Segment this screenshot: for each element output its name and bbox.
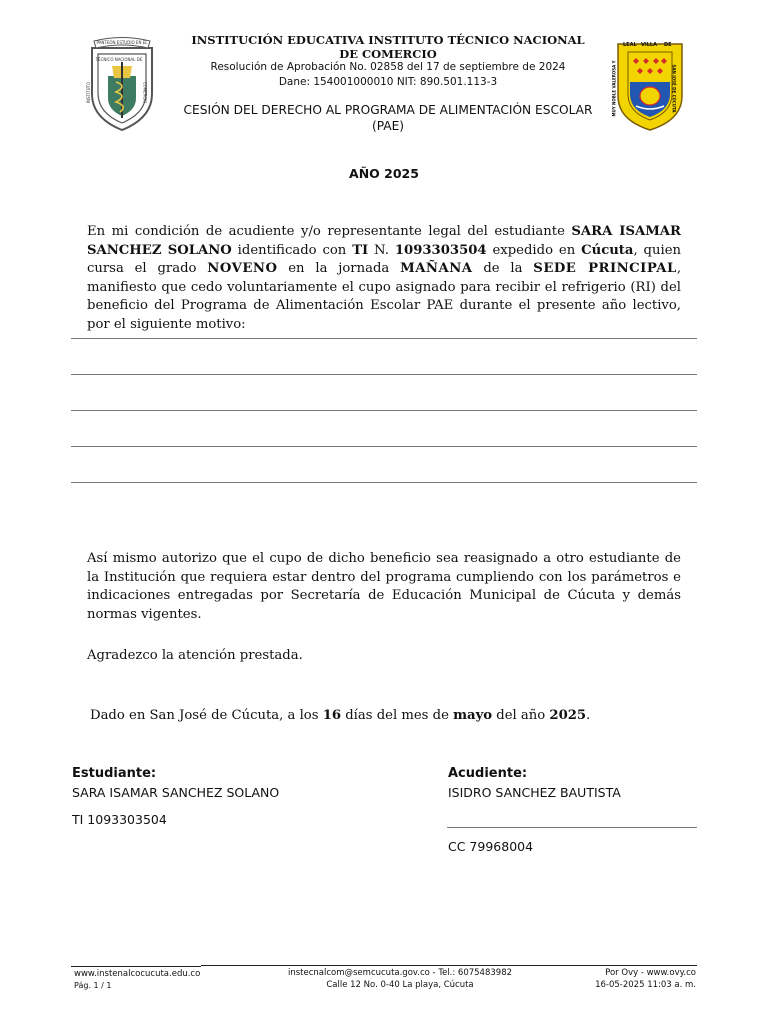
reason-line — [71, 482, 697, 483]
student-signature-doc: TI 1093303504 — [72, 812, 167, 827]
reason-line — [71, 446, 697, 447]
declaration-text: N. — [368, 242, 395, 258]
date-line — [90, 707, 684, 726]
footer-website[interactable]: www.instenalcocucuta.edu.co — [74, 969, 201, 979]
declaration-text: , quien cursa el grado — [87, 242, 681, 277]
reason-line — [71, 338, 697, 339]
guardian-signature-name: ISIDRO SANCHEZ BAUTISTA — [448, 785, 621, 800]
authorization-paragraph: Así mismo autorizo que el cupo de dicho beneficio sea reasignado a otro estudiante de la Institución que requiera estar dentro del programa cumpliendo con los parámetros e indicaciones entregadas por Secretaría de Educación Municipal de Cúcuta y demás normas vigentes. — [87, 551, 681, 622]
footer-address: Calle 12 No. 0-40 La playa, Cúcuta — [326, 980, 474, 990]
footer-contact: instecnalcom@semcucuta.gov.co - Tel.: 6075483982 — [287, 968, 513, 978]
footer-timestamp: 16-05-2025 11:03 a. m. — [595, 980, 696, 990]
institution-name: INSTITUCIÓN EDUCATIVA INSTITUTO TÉCNICO NACIONAL DE COMERCIO — [191, 33, 585, 61]
shield-text-left: MUY NOBLE VALEROSA Y — [611, 60, 617, 117]
reason-line — [71, 374, 697, 375]
date-text: . — [586, 708, 591, 723]
footer-divider-left — [71, 966, 201, 967]
logo-ring-text-3: COMERCIO — [142, 81, 148, 104]
declaration-text: En mi condición de acudiente y/o representante legal del estudiante — [87, 224, 572, 239]
document-type: TI — [352, 242, 369, 258]
date-day: 16 — [322, 708, 342, 723]
logo-banner-text: PANTEÓN ESTUDIO EN EL — [96, 40, 148, 45]
student-grade: NOVENO — [207, 261, 278, 277]
date-text: Dado en San José de Cúcuta, a los — [90, 708, 323, 723]
declaration-text: de la — [472, 261, 534, 277]
declaration-paragraph — [87, 223, 681, 335]
declaration-text: , manifiesto que cedo voluntariamente el cupo asignado para recibir el refrigerio (RI) del beneficio del Programa de Alimentación Escolar PAE durante el presente año lectivo, por el siguiente motivo: — [87, 261, 682, 332]
student-signature-name: SARA ISAMAR SANCHEZ SOLANO — [72, 785, 280, 800]
shield-text-de: DE — [664, 42, 672, 48]
guardian-label: Acudiente: — [448, 766, 528, 781]
declaration-text: en la jornada — [277, 261, 401, 277]
student-name: SARA ISAMAR SANCHEZ SOLANO — [87, 224, 681, 258]
footer-generator: Por Ovy - www.ovy.co — [605, 968, 696, 978]
reason-line — [71, 410, 697, 411]
issue-city: Cúcuta — [581, 242, 634, 258]
footer-divider — [201, 965, 697, 966]
document-number: 1093303504 — [394, 242, 487, 258]
campus-name: SEDE PRINCIPAL — [533, 261, 677, 277]
thanks-paragraph: Agradezco la atención prestada. — [87, 648, 303, 663]
document-year: AÑO 2025 — [349, 166, 419, 181]
dane-line: Dane: 154001000010 NIT: 890.501.113-3 — [278, 76, 498, 88]
shield-text-right: SAN JOSÉ DE CÚCUTA — [671, 64, 677, 113]
logo-ring-text-2: TÉCNICO NACIONAL DE — [95, 57, 143, 62]
date-text: del año — [492, 708, 550, 723]
student-label: Estudiante: — [72, 766, 157, 781]
document-subject: CESIÓN DEL DERECHO AL PROGRAMA DE ALIMENTACIÓN ESCOLAR (PAE) — [183, 103, 593, 133]
logo-ring-text-1: INSTITUTO — [86, 81, 92, 104]
footer-page-number: Pág. 1 / 1 — [74, 981, 112, 990]
date-year: 2025 — [549, 708, 587, 723]
shield-text-leal: LEAL — [623, 42, 637, 48]
guardian-signature-doc: CC 79968004 — [448, 839, 534, 854]
shield-text-villa: VILLA — [641, 42, 657, 48]
guardian-signature-line — [447, 827, 697, 828]
date-month: mayo — [453, 708, 493, 723]
school-shift: MAÑANA — [400, 261, 473, 277]
resolution-line: Resolución de Aprobación No. 02858 del 17 de septiembre de 2024 — [210, 61, 566, 73]
declaration-text: identificado con — [231, 242, 353, 258]
date-text: días del mes de — [341, 708, 454, 723]
declaration-text: expedido en — [486, 242, 582, 258]
